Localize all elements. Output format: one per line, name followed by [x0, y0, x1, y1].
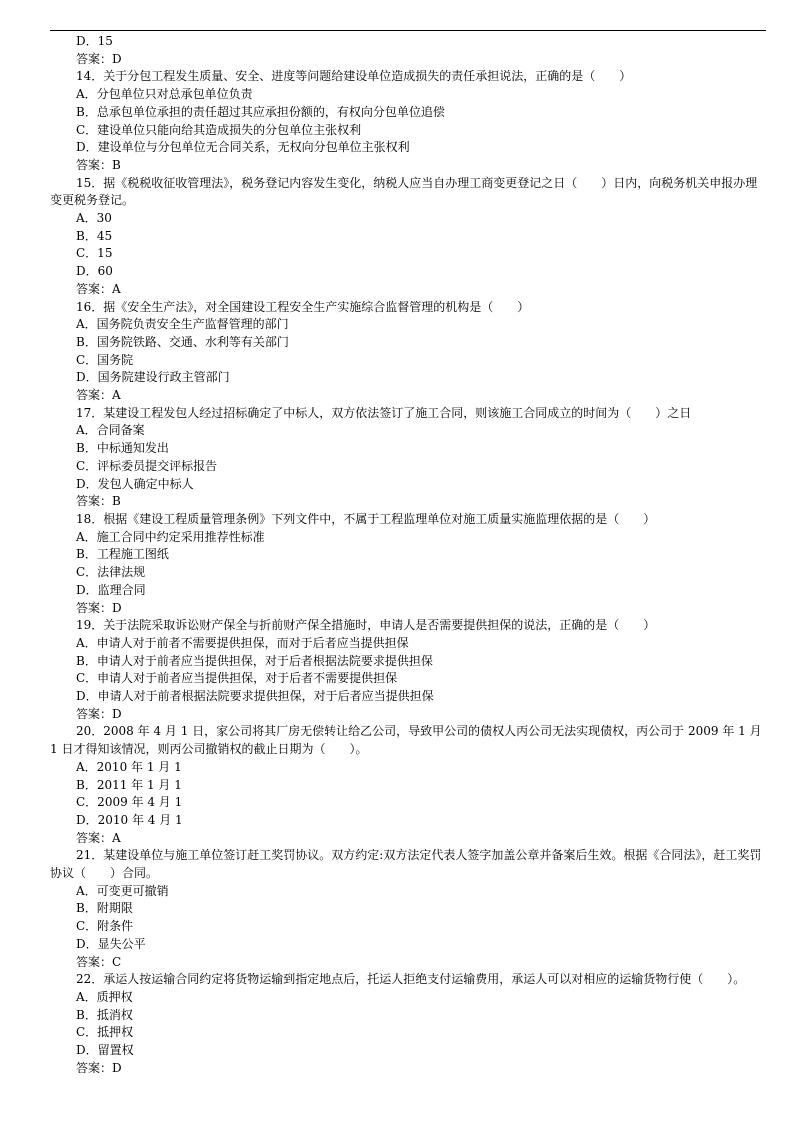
option-item: A．可变更可撤销 [76, 883, 169, 898]
option-item: B．2011 年 1 月 1 [76, 777, 182, 792]
answer-line: 答案：D [76, 51, 122, 66]
option-item: A．2010 年 1 月 1 [76, 759, 182, 774]
question-block [50, 405, 768, 511]
question-block [50, 847, 768, 971]
option-item: A．合同备案 [76, 423, 145, 438]
option-item: C．附条件 [76, 919, 134, 934]
question-stem: 19．关于法院采取诉讼财产保全与折前财产保全措施时，申请人是否需要提供担保的说法，正确的是（ ） [76, 618, 656, 633]
option-item: D．建设单位与分包单位无合同关系，无权向分包单位主张权利 [76, 140, 410, 155]
option-item: A．国务院负责安全生产监督管理的部门 [76, 317, 289, 332]
option-item: B．国务院铁路、交通、水利等有关部门 [76, 334, 289, 349]
question-block [50, 617, 768, 723]
answer-line: 答案：D [76, 600, 122, 615]
option-item: D．国务院建设行政主管部门 [76, 370, 230, 385]
question-block [50, 299, 768, 405]
document-body [50, 33, 768, 1077]
option-item: B．中标通知发出 [76, 441, 169, 456]
option-item: A．30 [76, 211, 112, 226]
option-item: A．质押权 [76, 989, 133, 1004]
option-item: A．申请人对于前者不需要提供担保，而对于后者应当提供担保 [76, 635, 409, 650]
answer-line: 答案：B [76, 157, 121, 172]
answer-line: 答案：C [76, 954, 122, 969]
option-item: C．申请人对于前者应当提供担保，对于后者不需要提供担保 [76, 671, 398, 686]
question-block [50, 175, 768, 299]
question-stem: 20．2008 年 4 月 1 日，家公司将其厂房无偿转让给乙公司，导致甲公司的债权人丙公司无法实现债权，丙公司于 2009 年 1 月 1 日才得知该情况，则丙公司撤销权的截止日期为（ ）。 [50, 724, 762, 757]
option-item: C．抵押权 [76, 1025, 134, 1040]
question-block [50, 723, 768, 847]
option-item: C．国务院 [76, 352, 134, 367]
answer-line: 答案：D [76, 1060, 122, 1075]
answer-line: 答案：A [76, 830, 121, 845]
option-item: C．评标委员提交评标报告 [76, 458, 218, 473]
option-item: D．2010 年 4 月 1 [76, 812, 183, 827]
question-block [50, 511, 768, 617]
option-item: D．发包人确定中标人 [76, 476, 194, 491]
option-item: B．申请人对于前者应当提供担保，对于后者根据法院要求提供担保 [76, 653, 433, 668]
option-item: C．15 [76, 246, 113, 261]
option-item: D．监理合同 [76, 582, 146, 597]
option-item: B．45 [76, 228, 113, 243]
question-stem: 14．关于分包工程发生质量、安全、进度等问题给建设单位造成损失的责任承担说法，正确的是（ ） [76, 69, 632, 84]
question-block [50, 971, 768, 1077]
question-stem: 17．某建设工程发包人经过招标确定了中标人，双方依法签订了施工合同，则该施工合同成立的时间为（ ）之日 [76, 405, 692, 420]
answer-line: 答案：A [76, 388, 121, 403]
option-item: D．显失公平 [76, 936, 146, 951]
option-item: A．分包单位只对总承包单位负责 [76, 87, 253, 102]
option-item: C．法律法规 [76, 565, 146, 580]
option-item: B．附期限 [76, 901, 133, 916]
answer-line: 答案：D [76, 706, 122, 721]
answer-line: 答案：B [76, 494, 121, 509]
option-item: B．抵消权 [76, 1007, 133, 1022]
option-item: C．2009 年 4 月 1 [76, 795, 183, 810]
option-item: D．留置权 [76, 1043, 134, 1058]
option-item: D．申请人对于前者根据法院要求提供担保，对于后者应当提供担保 [76, 689, 434, 704]
question-block [50, 68, 768, 174]
question-stem: 15．据《税税收征收管理法》，税务登记内容发生变化，纳税人应当自办理工商变更登记之日（ ）日内，向税务机关申报办理变更税务登记。 [50, 175, 758, 208]
question-stem: 18．根据《建设工程质量管理条例》下列文件中，不属于工程监理单位对施工质量实施监理依据的是（ ） [76, 511, 656, 526]
option-item: C．建设单位只能向给其造成损失的分包单位主张权利 [76, 122, 362, 137]
option-item: B．总承包单位承担的责任超过其应承担份额的，有权向分包单位追偿 [76, 104, 445, 119]
header-rule [50, 30, 766, 31]
question-stem: 21．某建设单位与施工单位签订赶工奖罚协议。双方约定:双方法定代表人签字加盖公章并备案后生效。根据《合同法》，赶工奖罚协议（ ）合同。 [50, 848, 762, 881]
question-stem: 22．承运人按运输合同约定将货物运输到指定地点后，托运人拒绝支付运输费用，承运人可以对相应的运输货物行使（ ）。 [76, 972, 746, 987]
option-item: B．工程施工图纸 [76, 547, 169, 562]
question-stem: 16．据《安全生产法》，对全国建设工程安全生产实施综合监督管理的机构是（ ） [76, 299, 530, 314]
option-item: A．施工合同中约定采用推荐性标准 [76, 529, 265, 544]
option-item: D．60 [76, 264, 113, 279]
option-item: D．15 [76, 34, 113, 48]
answer-line: 答案：A [76, 281, 121, 296]
